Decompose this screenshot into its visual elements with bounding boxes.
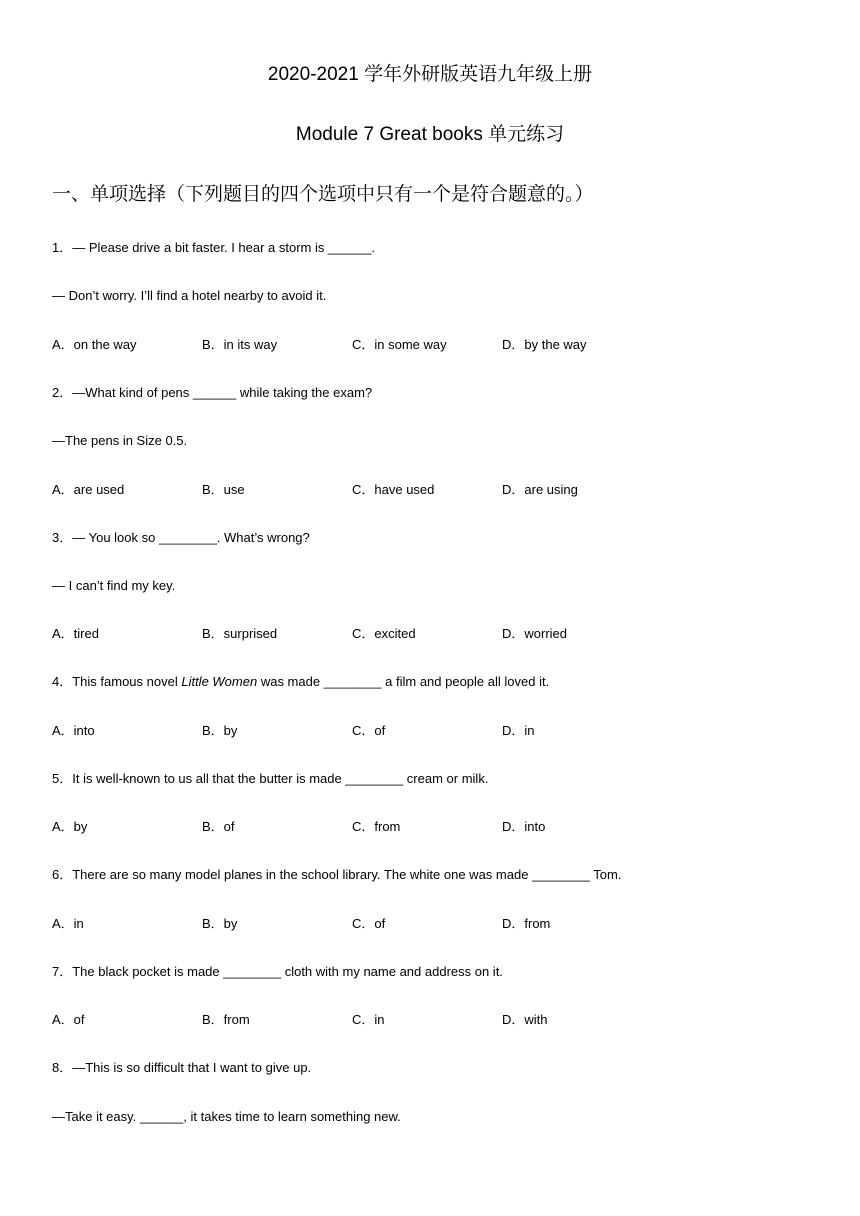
- question-6-options: [52, 915, 772, 933]
- question-2-option-a: A．are used: [52, 482, 125, 497]
- question-3-option-b: B．surprised: [202, 626, 278, 641]
- question-7-option-d: D．with: [502, 1012, 548, 1027]
- question-3-option-a: A．tired: [52, 626, 99, 641]
- question-1-options: [52, 336, 772, 354]
- question-5-option-d: D．into: [502, 819, 546, 834]
- question-3-option-c: C．excited: [352, 626, 416, 641]
- question-7-stem: 7．The black pocket is made ________ cloth with my name and address on it.: [52, 964, 503, 979]
- page-subtitle: Module 7 Great books 单元练习: [295, 124, 565, 145]
- question-4-options: [52, 722, 772, 740]
- section-heading: 一、单项选择（下列题目的四个选项中只有一个是符合题意的。）: [52, 183, 594, 205]
- question-7-options: [52, 1011, 772, 1029]
- question-4-option-d: D．in: [502, 723, 535, 738]
- question-7-option-b: B．from: [202, 1012, 250, 1027]
- question-4-option-b: B．by: [202, 723, 238, 738]
- question-2-options: [52, 481, 772, 499]
- question-8-reply: —Take it easy. ______, it takes time to learn something new.: [52, 1109, 401, 1124]
- question-5-option-a: A．by: [52, 819, 88, 834]
- question-6-option-c: C．of: [352, 916, 386, 931]
- question-1-reply: — Don’t worry. I’ll find a hotel nearby to avoid it.: [52, 288, 327, 303]
- question-4-option-c: C．of: [352, 723, 386, 738]
- question-3-options: [52, 625, 772, 643]
- question-4-book-title: Little Women: [181, 674, 258, 689]
- question-1-stem: 1．— Please drive a bit faster. I hear a storm is ______.: [52, 240, 375, 255]
- question-6-option-d: D．from: [502, 916, 551, 931]
- question-3-reply: — I can’t find my key.: [52, 578, 176, 593]
- question-8-stem: 8．—This is so difficult that I want to give up.: [52, 1060, 312, 1075]
- question-2-reply: —The pens in Size 0.5.: [52, 433, 188, 448]
- question-1-option-c: C．in some way: [352, 337, 447, 352]
- question-5-option-b: B．of: [202, 819, 235, 834]
- question-1-option-b: B．in its way: [202, 337, 278, 352]
- question-7-option-a: A．of: [52, 1012, 85, 1027]
- question-6-option-b: B．by: [202, 916, 238, 931]
- question-5-stem: 5．It is well-known to us all that the butter is made ________ cream or milk.: [52, 771, 489, 786]
- question-2-option-c: C．have used: [352, 482, 435, 497]
- question-6-option-a: A．in: [52, 916, 84, 931]
- question-3-stem: 3．— You look so ________. What’s wrong?: [52, 530, 310, 545]
- question-4-option-a: A．into: [52, 723, 95, 738]
- question-2-stem: 2．—What kind of pens ______ while taking the exam?: [52, 385, 373, 400]
- question-5-option-c: C．from: [352, 819, 401, 834]
- question-4-stem: [52, 673, 549, 691]
- question-7-option-c: C．in: [352, 1012, 385, 1027]
- question-2-option-d: D．are using: [502, 482, 578, 497]
- question-5-options: [52, 818, 772, 836]
- page-title: 2020-2021 学年外研版英语九年级上册: [267, 64, 593, 85]
- question-4-stem-end: was made ________ a film and people all loved it.: [257, 674, 550, 689]
- question-1-option-d: D．by the way: [502, 337, 587, 352]
- question-3-option-d: D．worried: [502, 626, 568, 641]
- question-1-option-a: A．on the way: [52, 337, 137, 352]
- question-6-stem: 6．There are so many model planes in the school library. The white one was made ________ Tom.: [52, 867, 622, 882]
- question-4-stem-start: 4．This famous novel: [52, 674, 182, 689]
- question-2-option-b: B．use: [202, 482, 245, 497]
